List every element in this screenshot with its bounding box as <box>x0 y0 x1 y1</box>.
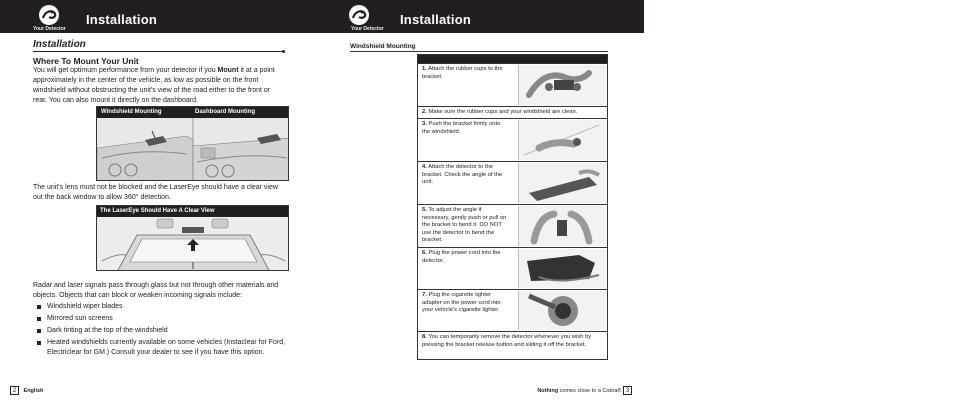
list-item: Windshield wiper blades <box>37 302 287 312</box>
step-number: 6. <box>422 250 427 256</box>
clear-view-figure <box>96 205 289 271</box>
step-3 <box>418 118 607 161</box>
step-number: 5. <box>422 207 427 213</box>
step-6-illustration <box>518 249 606 288</box>
clear-view-caption-bar <box>97 206 288 217</box>
step-number: 7. <box>422 292 427 298</box>
step-text: Push the bracket firmly onto the windshield. <box>422 121 501 135</box>
caption-clear-view: The LaserEye Should Have A Clear View <box>100 208 215 214</box>
step-text: Attach the detector to the bracket. Check the angle of the unit. <box>422 164 503 185</box>
clear-view-illustration <box>97 217 289 271</box>
left-footer <box>10 386 43 395</box>
step-2 <box>418 106 607 118</box>
para1-text-a: You will get optimum performance from your detector if you <box>33 67 218 74</box>
left-header-bar <box>0 0 322 33</box>
mount-paragraph <box>33 66 283 106</box>
step-7 <box>418 289 607 331</box>
step-7-illustration <box>518 291 606 330</box>
step-text: Make sure the rubber cups and your windshield are clean. <box>428 109 578 115</box>
header-subtag: Your Detector <box>351 26 384 32</box>
right-header-bar <box>322 0 644 33</box>
step-number: 1. <box>422 66 427 72</box>
section-rule <box>350 51 608 52</box>
mounting-figure-caption-bar <box>97 107 288 118</box>
mounting-figure <box>96 106 289 181</box>
blank-area <box>644 0 954 420</box>
header-subtag: Your Detector <box>33 26 66 32</box>
cobra-logo-icon <box>346 3 372 27</box>
tagline-rest: comes close to a Cobra® <box>558 387 622 394</box>
step-text: You can temporarily remove the detector whenever you wish by pressing the bracket release button and sliding it off the bracket. <box>422 334 592 348</box>
subheading: Where To Mount Your Unit <box>33 56 139 66</box>
step-number: 8. <box>422 334 427 340</box>
step-text: To adjust the angle if necessary, gently push or pull on the bracket to bend it. DO NOT use the detector to bend the bracket. <box>422 207 507 243</box>
signals-paragraph: Radar and laser signals pass through glass but not through other materials and objects. Objects that can block or weaken incoming signals include: <box>33 282 279 299</box>
step-5-illustration <box>518 206 606 246</box>
step-1-illustration <box>518 65 606 105</box>
footer-language: English <box>23 387 44 394</box>
windshield-mounting-title: Windshield Mounting <box>350 43 416 50</box>
list-item: Heated windshields currently available on some vehicles (Instaclear for Ford, Electriclear for GM.) Consult your dealer to see if you have this option. <box>37 338 287 358</box>
para1-bold: Mount <box>217 67 239 74</box>
clear-view-paragraph: The unit's lens must not be blocked and the LaserEye should have a clear view out the back window to allow 360° detection. <box>33 184 278 201</box>
cobra-logo-icon <box>36 3 62 27</box>
caption-windshield-mounting: Windshield Mounting <box>101 109 162 115</box>
right-footer <box>537 386 632 395</box>
caption-dashboard-mounting: Dashboard Mounting <box>195 109 255 115</box>
header-title: Installation <box>86 12 158 27</box>
footer-tagline <box>537 388 621 394</box>
section-rule <box>33 51 283 52</box>
step-6 <box>418 247 607 289</box>
step-text: Attach the rubber cups to the bracket. <box>422 66 503 80</box>
list-item: Mirrored sun screens <box>37 314 287 324</box>
step-5 <box>418 204 607 247</box>
step-number: 2. <box>422 109 427 115</box>
step-8 <box>418 331 607 360</box>
step-4-illustration <box>518 163 606 203</box>
steps-top-bar <box>418 55 607 63</box>
page-number: 3 <box>623 386 632 395</box>
step-number: 3. <box>422 121 427 127</box>
step-4 <box>418 161 607 204</box>
steps-panel <box>417 54 608 360</box>
tagline-bold: Nothing <box>537 387 559 394</box>
header-title: Installation <box>400 12 472 27</box>
para1-text-b: it at a point approximately in the center of the vehicle, as low as possible on the front windshield without obstructing the unit's view of the road either to the front or rear. You can also mount it directly on the dashboard. <box>33 67 275 104</box>
blocking-objects-list <box>37 302 287 360</box>
right-page <box>322 0 644 420</box>
step-text: Plug the cigarette lighter adapter on the power cord into your vehicle's cigarette lighter. <box>422 292 501 313</box>
section-title: Installation <box>33 39 86 50</box>
left-page <box>0 0 322 420</box>
step-number: 4. <box>422 164 427 170</box>
step-text: Plug the power cord into the detector. <box>422 250 501 264</box>
step-3-illustration <box>518 120 606 160</box>
step-1 <box>418 63 607 106</box>
mounting-illustration <box>97 118 289 181</box>
list-item: Dark tinting at the top of the windshield <box>37 326 287 336</box>
page-number: 2 <box>10 386 19 395</box>
